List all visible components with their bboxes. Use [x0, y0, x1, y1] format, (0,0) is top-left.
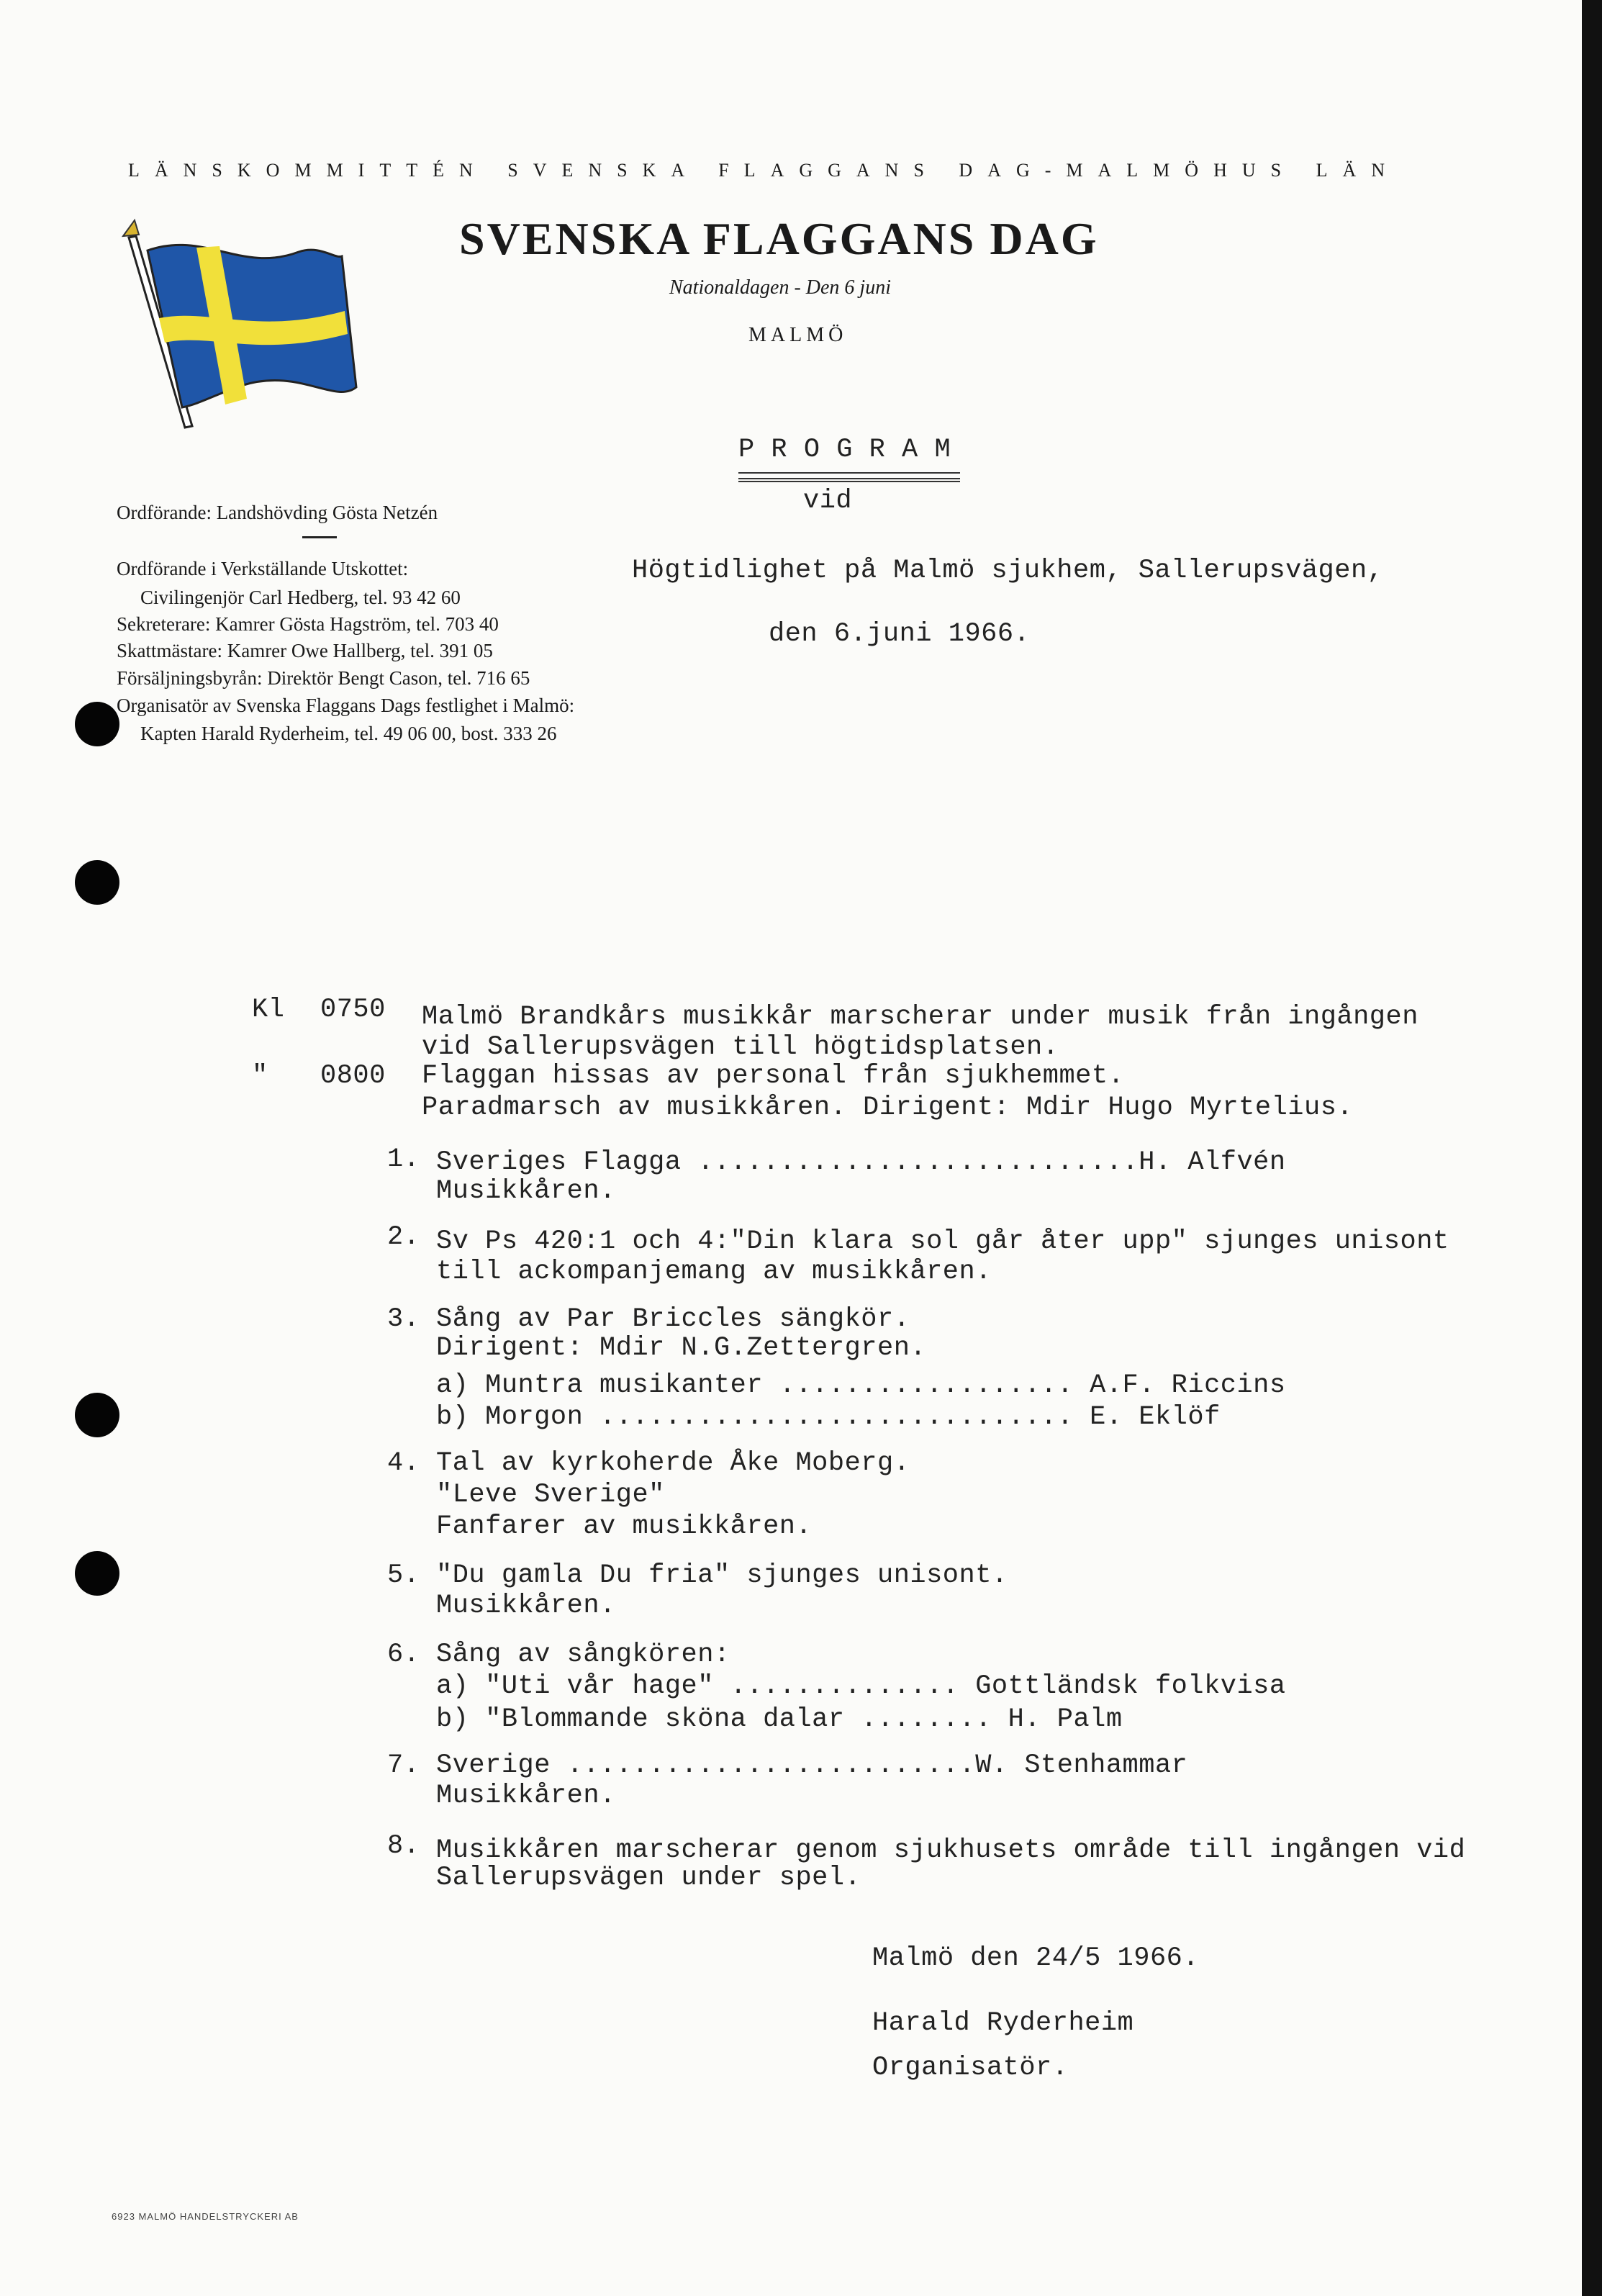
chairman-line: Ordförande: Landshövding Gösta Netzén	[117, 502, 438, 523]
signature-date: Malmö den 24/5 1966.	[872, 1943, 1200, 1974]
printer-imprint: 6923 MALMÖ HANDELSTRYCKERI AB	[112, 2211, 299, 2222]
program-vid: vid	[803, 486, 853, 516]
item-text: Musikkåren.	[436, 1176, 616, 1206]
item-text: Sveriges Flagga ...........................H. Alfvén	[436, 1147, 1286, 1178]
divider	[302, 536, 337, 538]
item-text: Musikkåren marscherar genom sjukhusets område till ingången vid	[436, 1835, 1466, 1866]
schedule-text: Flaggan hissas av personal från sjukhemmet.	[422, 1061, 1125, 1091]
item-text: Sallerupsvägen under spel.	[436, 1863, 861, 1893]
item-text: "Du gamla Du fria" sjunges unisont.	[436, 1560, 1008, 1591]
committee-line-4: Skattmästare: Kamrer Owe Hallberg, tel. 391 05	[117, 640, 493, 661]
committee-line-5: Försäljningsbyrån: Direktör Bengt Cason, tel. 716 65	[117, 667, 530, 689]
schedule-text: Paradmarsch av musikkåren. Dirigent: Mdir Hugo Myrtelius.	[422, 1093, 1354, 1123]
time-prefix: "	[252, 1061, 268, 1091]
committee-line-1: Ordförande i Verkställande Utskottet:	[117, 558, 409, 579]
item-text: Fanfarer av musikkåren.	[436, 1511, 813, 1542]
time-prefix: Kl	[252, 995, 285, 1025]
subtitle: Nationaldagen - Den 6 juni	[669, 276, 891, 299]
signature-title: Organisatör.	[872, 2053, 1069, 2083]
item-text: "Leve Sverige"	[436, 1480, 665, 1510]
signature-name: Harald Ryderheim	[872, 2008, 1134, 2038]
time-value: 0800	[320, 1061, 386, 1091]
item-text: Musikkåren.	[436, 1781, 616, 1811]
item-number: 2.	[387, 1222, 420, 1252]
item-number: 3.	[387, 1304, 420, 1334]
committee-line-2: Civilingenjör Carl Hedberg, tel. 93 42 60	[140, 587, 461, 608]
punch-hole	[75, 1551, 119, 1596]
item-text: a) "Uti vår hage" .............. Gottländsk folkvisa	[436, 1671, 1286, 1701]
schedule-text: Malmö Brandkårs musikkår marscherar under musik från ingången	[422, 1002, 1418, 1032]
item-text: Sång av sångkören:	[436, 1640, 730, 1670]
scan-edge	[1582, 0, 1602, 2296]
item-text: b) "Blommande sköna dalar ........ H. Palm	[436, 1704, 1123, 1735]
city-label: MALMÖ	[748, 324, 848, 346]
item-number: 4.	[387, 1448, 420, 1478]
item-number: 1.	[387, 1144, 420, 1175]
item-text: Sv Ps 420:1 och 4:"Din klara sol går åter upp" sjunges unisont	[436, 1226, 1449, 1257]
program-heading: P R O G R A M	[738, 435, 951, 465]
committee-line-6: Organisatör av Svenska Flaggans Dags festlighet i Malmö:	[117, 695, 575, 716]
swedish-flag-logo	[119, 216, 378, 432]
heading-underline	[738, 478, 960, 479]
item-number: 5.	[387, 1560, 420, 1591]
item-text: till ackompanjemang av musikkåren.	[436, 1257, 992, 1287]
item-number: 6.	[387, 1640, 420, 1670]
page-title: SVENSKA FLAGGANS DAG	[459, 213, 1099, 264]
punch-hole	[75, 1393, 119, 1437]
item-text: Sång av Par Briccles sängkör.	[436, 1304, 910, 1334]
item-text: a) Muntra musikanter .................. A.F. Riccins	[436, 1370, 1286, 1401]
program-venue: Högtidlighet på Malmö sjukhem, Sallerupsvägen,	[632, 556, 1384, 586]
punch-hole	[75, 860, 119, 905]
committee-line-3: Sekreterare: Kamrer Gösta Hagström, tel. 703 40	[117, 613, 499, 635]
item-text: Tal av kyrkoherde Åke Moberg.	[436, 1448, 910, 1478]
item-text: b) Morgon ............................. E. Eklöf	[436, 1402, 1221, 1432]
time-value: 0750	[320, 995, 386, 1025]
heading-underline	[738, 472, 960, 474]
punch-hole	[75, 702, 119, 746]
committee-header: LÄNSKOMMITTÉN SVENSKA FLAGGANS DAG-MALMÖHUS LÄN	[128, 160, 1400, 181]
item-number: 8.	[387, 1831, 420, 1861]
item-text: Sverige .........................W. Stenhammar	[436, 1750, 1188, 1781]
committee-line-7: Kapten Harald Ryderheim, tel. 49 06 00, bost. 333 26	[140, 723, 557, 744]
item-text: Musikkåren.	[436, 1591, 616, 1621]
schedule-text: vid Sallerupsvägen till högtidsplatsen.	[422, 1032, 1059, 1062]
program-date: den 6.juni 1966.	[769, 619, 1031, 649]
item-text: Dirigent: Mdir N.G.Zettergren.	[436, 1333, 927, 1363]
heading-underline	[738, 481, 960, 482]
item-number: 7.	[387, 1750, 420, 1781]
